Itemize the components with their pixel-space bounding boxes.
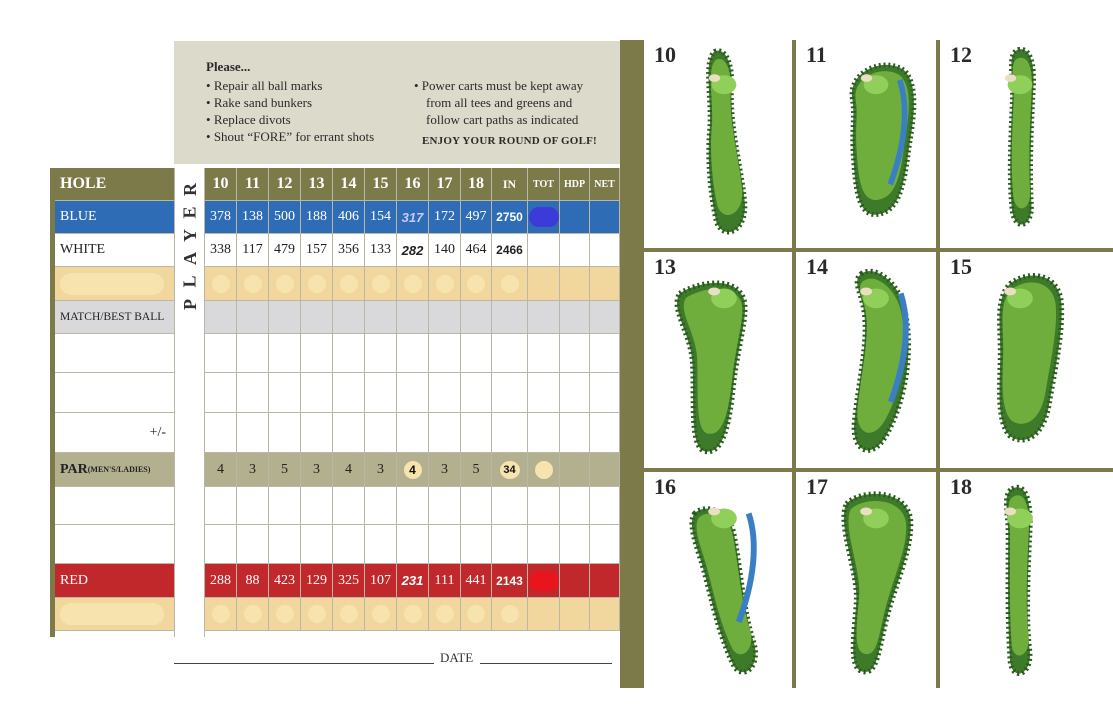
hole-header: 18 bbox=[461, 168, 492, 201]
scorecard-row bbox=[50, 373, 620, 413]
par-highlight: 4 bbox=[404, 461, 422, 479]
yardage: 172 bbox=[429, 201, 461, 234]
score-cell[interactable] bbox=[560, 487, 590, 525]
score-cell[interactable] bbox=[397, 301, 429, 334]
score-cell[interactable] bbox=[269, 598, 301, 631]
score-cell[interactable] bbox=[429, 267, 461, 301]
score-cell[interactable] bbox=[590, 413, 620, 453]
score-cell[interactable] bbox=[528, 453, 560, 487]
score-cell[interactable] bbox=[301, 487, 333, 525]
score-cell[interactable] bbox=[333, 334, 365, 373]
score-dot bbox=[467, 275, 485, 293]
score-dot bbox=[340, 275, 358, 293]
score-cell[interactable] bbox=[461, 598, 492, 631]
score-cell[interactable] bbox=[397, 487, 429, 525]
score-cell[interactable] bbox=[461, 334, 492, 373]
scorecard-row bbox=[50, 525, 620, 564]
score-dot bbox=[467, 605, 485, 623]
score-cell[interactable] bbox=[397, 598, 429, 631]
score-dot bbox=[308, 275, 326, 293]
score-cell[interactable] bbox=[397, 525, 429, 564]
row-label[interactable] bbox=[55, 373, 174, 413]
score-cell[interactable] bbox=[429, 525, 461, 564]
par-value: 4 bbox=[205, 453, 237, 487]
par-value: 3 bbox=[429, 453, 461, 487]
hole-map-cell bbox=[940, 472, 1113, 688]
par-value: 3 bbox=[237, 453, 269, 487]
yardage: 188 bbox=[301, 201, 333, 234]
score-cell[interactable] bbox=[461, 413, 492, 453]
score-cell[interactable] bbox=[528, 234, 560, 267]
hole-map-cell bbox=[940, 40, 1113, 248]
yardage: 157 bbox=[301, 234, 333, 267]
yardage: 500 bbox=[269, 201, 301, 234]
score-cell[interactable] bbox=[528, 564, 560, 598]
scorecard-row bbox=[50, 201, 620, 234]
score-cell[interactable] bbox=[365, 334, 397, 373]
hole-map-cell bbox=[796, 40, 936, 248]
score-dot bbox=[372, 275, 390, 293]
score-cell[interactable] bbox=[560, 201, 590, 234]
score-cell[interactable] bbox=[528, 201, 560, 234]
hole-number: 17 bbox=[806, 474, 828, 499]
score-cell[interactable] bbox=[492, 598, 528, 631]
hole-header: IN bbox=[492, 168, 528, 201]
score-cell[interactable] bbox=[205, 267, 237, 301]
score-cell[interactable] bbox=[528, 487, 560, 525]
score-cell[interactable] bbox=[461, 525, 492, 564]
scorecard-grid bbox=[50, 168, 620, 637]
player-letter: P bbox=[180, 299, 200, 310]
yardage: 138 bbox=[237, 201, 269, 234]
hole-header: HDP bbox=[560, 168, 590, 201]
hole-number: 11 bbox=[806, 42, 827, 67]
score-cell[interactable] bbox=[560, 234, 590, 267]
row-label: +/- bbox=[55, 413, 174, 453]
notice-item: • Repair all ball marks bbox=[206, 77, 374, 94]
yardage: 154 bbox=[365, 201, 397, 234]
score-dot bbox=[276, 605, 294, 623]
player-letter: Y bbox=[180, 229, 200, 242]
hole-map-cell bbox=[644, 472, 792, 688]
row-label[interactable] bbox=[55, 487, 174, 525]
scorecard-row bbox=[50, 413, 620, 453]
score-cell[interactable] bbox=[333, 301, 365, 334]
row-label: WHITE bbox=[55, 234, 174, 267]
hole-layout-icon bbox=[806, 474, 946, 686]
yardage: 464 bbox=[461, 234, 492, 267]
par-value: 3 bbox=[301, 453, 333, 487]
score-cell[interactable] bbox=[333, 267, 365, 301]
hole-layout-icon bbox=[806, 42, 946, 246]
score-cell[interactable] bbox=[560, 373, 590, 413]
score-cell[interactable] bbox=[560, 413, 590, 453]
hole-map-panel bbox=[620, 40, 1113, 688]
yardage: 423 bbox=[269, 564, 301, 598]
score-dot bbox=[501, 275, 519, 293]
score-cell[interactable] bbox=[590, 301, 620, 334]
score-cell[interactable] bbox=[237, 413, 269, 453]
notice-list-right bbox=[414, 77, 583, 128]
par-total-marker bbox=[535, 461, 553, 479]
score-cell[interactable] bbox=[397, 334, 429, 373]
score-cell[interactable] bbox=[492, 301, 528, 334]
hole-header: 17 bbox=[429, 168, 461, 201]
score-cell[interactable] bbox=[528, 598, 560, 631]
score-cell[interactable] bbox=[590, 234, 620, 267]
score-cell[interactable] bbox=[237, 487, 269, 525]
notice-list-left bbox=[206, 77, 374, 145]
hole-map-cell bbox=[796, 472, 936, 688]
par-in: 34 bbox=[500, 461, 520, 479]
yardage: 356 bbox=[333, 234, 365, 267]
score-cell[interactable] bbox=[590, 201, 620, 234]
par-value bbox=[397, 453, 429, 487]
score-cell[interactable] bbox=[333, 413, 365, 453]
yardage: 317 bbox=[397, 201, 429, 234]
par-value: 4 bbox=[333, 453, 365, 487]
score-cell[interactable] bbox=[269, 413, 301, 453]
score-dot bbox=[436, 605, 454, 623]
score-cell[interactable] bbox=[365, 487, 397, 525]
scorecard-row bbox=[50, 267, 620, 301]
score-cell[interactable] bbox=[365, 413, 397, 453]
scorecard-row bbox=[50, 598, 620, 631]
score-cell[interactable] bbox=[301, 413, 333, 453]
yardage: 282 bbox=[397, 234, 429, 267]
yardage-in: 2466 bbox=[492, 234, 528, 267]
row-label[interactable] bbox=[55, 598, 174, 631]
scorecard-row bbox=[50, 487, 620, 525]
yardage: 107 bbox=[365, 564, 397, 598]
score-cell[interactable] bbox=[461, 267, 492, 301]
score-cell[interactable] bbox=[492, 525, 528, 564]
par-sub: (MEN'S/LADIES) bbox=[87, 465, 151, 474]
score-cell[interactable] bbox=[205, 334, 237, 373]
score-cell[interactable] bbox=[333, 373, 365, 413]
notice-please: Please... bbox=[206, 59, 251, 74]
score-dot bbox=[308, 605, 326, 623]
hole-header: 10 bbox=[205, 168, 237, 201]
score-cell[interactable] bbox=[301, 598, 333, 631]
score-cell[interactable] bbox=[429, 301, 461, 334]
yardage: 338 bbox=[205, 234, 237, 267]
score-cell[interactable] bbox=[560, 301, 590, 334]
yardage: 497 bbox=[461, 201, 492, 234]
hole-number: 12 bbox=[950, 42, 972, 67]
yardage: 441 bbox=[461, 564, 492, 598]
player-column[interactable] bbox=[174, 168, 205, 637]
par-value: 5 bbox=[269, 453, 301, 487]
total-marker bbox=[529, 571, 559, 591]
hole-map-cell bbox=[644, 252, 792, 468]
hole-number: 15 bbox=[950, 254, 972, 279]
row-label: MATCH/BEST BALL bbox=[55, 301, 174, 334]
score-cell[interactable] bbox=[237, 525, 269, 564]
score-cell[interactable] bbox=[365, 373, 397, 413]
hole-layout-icon bbox=[654, 254, 794, 466]
player-letter: L bbox=[179, 275, 200, 288]
hole-header: TOT bbox=[528, 168, 560, 201]
hole-layout-icon bbox=[950, 254, 1090, 466]
hole-header: 16 bbox=[397, 168, 429, 201]
yardage: 129 bbox=[301, 564, 333, 598]
score-cell[interactable] bbox=[269, 525, 301, 564]
row-label[interactable] bbox=[55, 334, 174, 373]
score-cell[interactable] bbox=[205, 373, 237, 413]
score-cell[interactable] bbox=[205, 487, 237, 525]
score-cell[interactable] bbox=[237, 373, 269, 413]
score-cell[interactable] bbox=[492, 413, 528, 453]
yardage: 111 bbox=[429, 564, 461, 598]
notice-item: • Shout “FORE” for errant shots bbox=[206, 128, 374, 145]
score-cell[interactable] bbox=[590, 564, 620, 598]
score-cell[interactable] bbox=[333, 525, 365, 564]
score-cell[interactable] bbox=[461, 487, 492, 525]
hole-map-cell bbox=[644, 40, 792, 248]
score-cell[interactable] bbox=[205, 598, 237, 631]
score-cell[interactable] bbox=[205, 301, 237, 334]
notice-item: from all tees and greens and bbox=[426, 95, 573, 110]
score-dot bbox=[212, 275, 230, 293]
hole-header: NET bbox=[590, 168, 620, 201]
score-cell[interactable] bbox=[269, 373, 301, 413]
score-cell[interactable] bbox=[590, 373, 620, 413]
hole-header: 11 bbox=[237, 168, 269, 201]
score-cell[interactable] bbox=[560, 334, 590, 373]
score-cell[interactable] bbox=[461, 301, 492, 334]
player-letter: A bbox=[180, 252, 200, 265]
score-cell[interactable] bbox=[301, 301, 333, 334]
score-cell[interactable] bbox=[397, 413, 429, 453]
score-cell[interactable] bbox=[492, 334, 528, 373]
yardage: 133 bbox=[365, 234, 397, 267]
row-label bbox=[55, 453, 174, 487]
row-label: HOLE bbox=[55, 168, 174, 201]
score-cell[interactable] bbox=[528, 267, 560, 301]
score-cell[interactable] bbox=[237, 334, 269, 373]
hole-number: 18 bbox=[950, 474, 972, 499]
score-cell[interactable] bbox=[301, 525, 333, 564]
score-cell[interactable] bbox=[492, 453, 528, 487]
score-cell[interactable] bbox=[365, 525, 397, 564]
score-cell[interactable] bbox=[237, 301, 269, 334]
score-dot bbox=[404, 275, 422, 293]
score-cell[interactable] bbox=[492, 373, 528, 413]
score-cell[interactable] bbox=[429, 598, 461, 631]
score-cell[interactable] bbox=[237, 598, 269, 631]
hole-header: 15 bbox=[365, 168, 397, 201]
yardage-in: 2143 bbox=[492, 564, 528, 598]
score-cell[interactable] bbox=[301, 334, 333, 373]
score-dot bbox=[372, 605, 390, 623]
score-cell[interactable] bbox=[560, 267, 590, 301]
score-cell[interactable] bbox=[560, 564, 590, 598]
score-cell[interactable] bbox=[492, 487, 528, 525]
score-dot bbox=[212, 605, 230, 623]
score-cell[interactable] bbox=[301, 267, 333, 301]
scorecard-row bbox=[50, 564, 620, 598]
yardage: 88 bbox=[237, 564, 269, 598]
hole-layout-icon bbox=[806, 254, 946, 466]
signature-line[interactable] bbox=[174, 663, 434, 664]
score-cell[interactable] bbox=[269, 301, 301, 334]
row-label[interactable] bbox=[55, 267, 174, 301]
scorecard-row bbox=[50, 168, 620, 201]
hole-number: 14 bbox=[806, 254, 828, 279]
score-cell[interactable] bbox=[590, 598, 620, 631]
yardage: 231 bbox=[397, 564, 429, 598]
notice-item: • Replace divots bbox=[206, 111, 374, 128]
score-cell[interactable] bbox=[205, 525, 237, 564]
yardage: 325 bbox=[333, 564, 365, 598]
score-cell[interactable] bbox=[365, 301, 397, 334]
hole-layout-icon bbox=[950, 42, 1090, 246]
score-dot bbox=[244, 275, 262, 293]
yardage: 140 bbox=[429, 234, 461, 267]
par-value: 3 bbox=[365, 453, 397, 487]
hole-number: 16 bbox=[654, 474, 676, 499]
score-cell[interactable] bbox=[528, 334, 560, 373]
yardage: 378 bbox=[205, 201, 237, 234]
score-cell[interactable] bbox=[590, 334, 620, 373]
score-cell[interactable] bbox=[397, 267, 429, 301]
date-label: DATE bbox=[440, 650, 474, 665]
score-cell[interactable] bbox=[528, 301, 560, 334]
hole-header: 14 bbox=[333, 168, 365, 201]
score-cell[interactable] bbox=[205, 413, 237, 453]
notice-item: follow cart paths as indicated bbox=[426, 112, 579, 127]
hole-number: 10 bbox=[654, 42, 676, 67]
score-cell[interactable] bbox=[269, 334, 301, 373]
score-cell[interactable] bbox=[590, 525, 620, 564]
date-line[interactable] bbox=[480, 663, 612, 664]
score-cell[interactable] bbox=[333, 487, 365, 525]
player-label bbox=[175, 178, 206, 316]
scorecard-row bbox=[50, 334, 620, 373]
score-cell[interactable] bbox=[333, 598, 365, 631]
hole-header: 13 bbox=[301, 168, 333, 201]
score-dot bbox=[436, 275, 454, 293]
par-label: PAR bbox=[60, 461, 88, 477]
notice-item: • Rake sand bunkers bbox=[206, 94, 374, 111]
scorecard-row bbox=[50, 234, 620, 267]
yardage: 479 bbox=[269, 234, 301, 267]
hole-map-cell bbox=[796, 252, 936, 468]
name-highlight bbox=[60, 273, 164, 295]
yardage: 406 bbox=[333, 201, 365, 234]
score-cell[interactable] bbox=[528, 373, 560, 413]
hole-layout-icon bbox=[654, 42, 794, 246]
score-cell[interactable] bbox=[590, 453, 620, 487]
hole-header: 12 bbox=[269, 168, 301, 201]
score-cell[interactable] bbox=[269, 267, 301, 301]
score-cell[interactable] bbox=[429, 334, 461, 373]
score-dot bbox=[340, 605, 358, 623]
score-dot bbox=[404, 605, 422, 623]
score-cell[interactable] bbox=[560, 453, 590, 487]
row-label: BLUE bbox=[55, 201, 174, 234]
score-cell[interactable] bbox=[560, 525, 590, 564]
score-cell[interactable] bbox=[461, 373, 492, 413]
score-cell[interactable] bbox=[365, 598, 397, 631]
player-letter: R bbox=[180, 183, 200, 196]
score-cell[interactable] bbox=[429, 487, 461, 525]
score-cell[interactable] bbox=[528, 525, 560, 564]
total-marker bbox=[529, 207, 559, 227]
scorecard-row bbox=[50, 453, 620, 487]
yardage: 117 bbox=[237, 234, 269, 267]
row-label[interactable] bbox=[55, 525, 174, 564]
score-dot bbox=[501, 605, 519, 623]
notice-enjoy: ENJOY YOUR ROUND OF GOLF! bbox=[422, 135, 597, 147]
score-dot bbox=[244, 605, 262, 623]
score-cell[interactable] bbox=[397, 373, 429, 413]
yardage: 288 bbox=[205, 564, 237, 598]
score-cell[interactable] bbox=[269, 487, 301, 525]
yardage-in: 2750 bbox=[492, 201, 528, 234]
score-cell[interactable] bbox=[301, 373, 333, 413]
score-cell[interactable] bbox=[560, 598, 590, 631]
row-label: RED bbox=[55, 564, 174, 598]
score-dot bbox=[276, 275, 294, 293]
score-cell[interactable] bbox=[492, 267, 528, 301]
par-value: 5 bbox=[461, 453, 492, 487]
score-cell[interactable] bbox=[429, 373, 461, 413]
course-notice bbox=[174, 41, 620, 164]
hole-map-cell bbox=[940, 252, 1113, 468]
score-cell[interactable] bbox=[528, 413, 560, 453]
hole-number: 13 bbox=[654, 254, 676, 279]
player-letter: E bbox=[179, 206, 200, 219]
score-cell[interactable] bbox=[429, 413, 461, 453]
name-highlight bbox=[60, 603, 164, 625]
score-cell[interactable] bbox=[590, 267, 620, 301]
hole-layout-icon bbox=[950, 474, 1090, 686]
hole-layout-icon bbox=[654, 474, 794, 686]
notice-item: • Power carts must be kept away bbox=[414, 78, 584, 93]
score-cell[interactable] bbox=[237, 267, 269, 301]
scorecard-row bbox=[50, 301, 620, 334]
score-cell[interactable] bbox=[590, 487, 620, 525]
score-cell[interactable] bbox=[365, 267, 397, 301]
